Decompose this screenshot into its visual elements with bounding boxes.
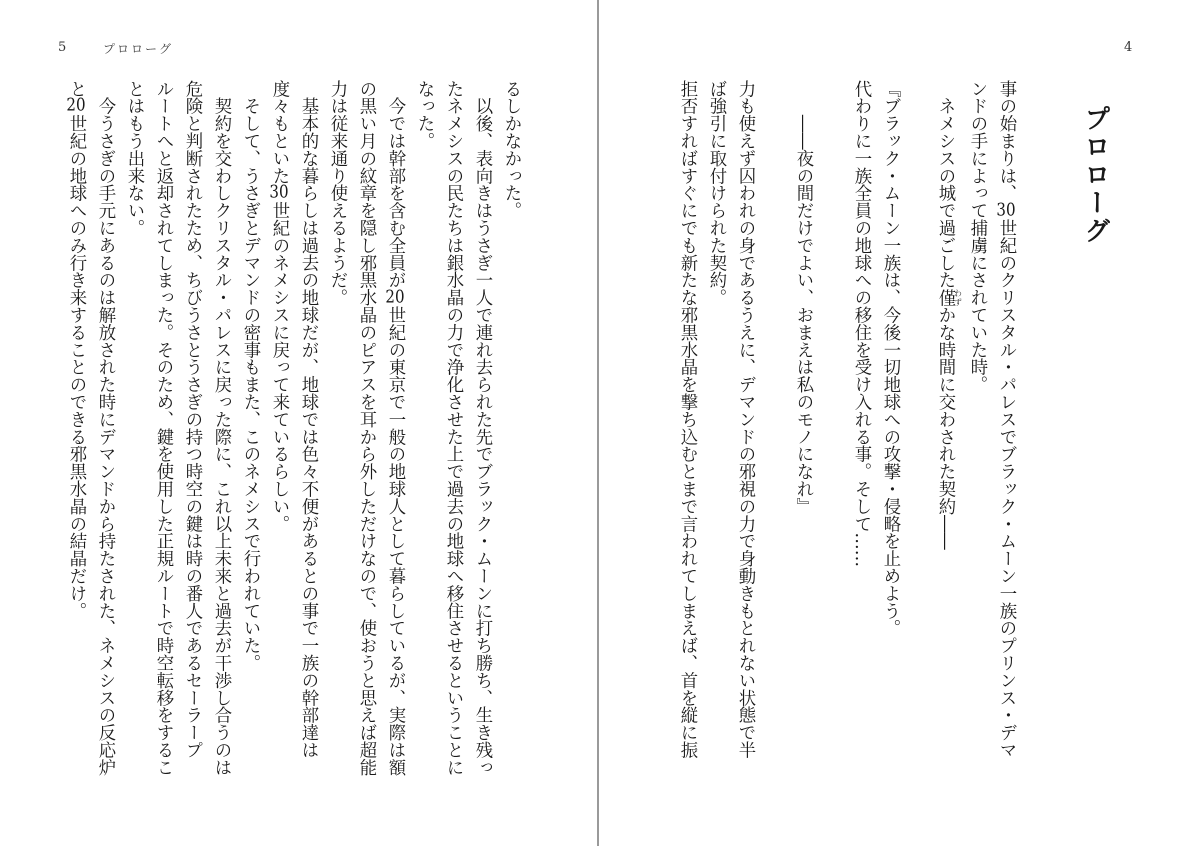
text-line-with-ruby	[933, 80, 962, 780]
text-line: 基本的な暮らしは過去の地球だが、地球では色々不便があるとの事で一族の幹部達は	[298, 80, 318, 759]
text-line: なった。	[414, 80, 434, 150]
text-line: 拒否すればすぐにでも新たな邪黒水晶を撃ち込むとまで言われてしまえば、首を縦に振	[677, 80, 697, 759]
text-line: 契約を交わしクリスタル・パレスに戻った際に、これ以上未来と過去が干渉し合うのは	[211, 80, 231, 776]
text-line: 力も使えず囚われの身であるうえに、デマンドの邪視の力で身動きもとれない状態で半	[735, 80, 755, 759]
text-segment: かな時間に交わされた契約――	[935, 306, 955, 550]
text-line: ンドの手によって捕虜にされていた時。	[967, 80, 987, 394]
text-line: 力は従来通り使えるようだ。	[327, 80, 347, 307]
text-line: 今では幹部を含む全員が20世紀の東京で一般の地球人として暮らしているが、実際は額	[385, 80, 405, 777]
text-line: ルートへと返却されてしまった。そのため、鍵を使用した正規ルートで時空転移をするこ	[153, 80, 173, 776]
blank-line	[817, 80, 846, 780]
right-page-body	[672, 80, 1020, 780]
left-page-body	[61, 80, 525, 780]
text-line: 度々もといた30世紀のネメシスに戻って来ているらしい。	[269, 80, 289, 533]
text-line: 事の始まりは、30世紀のクリスタル・パレスでブラック・ムーン一族のプリンス・デマ	[996, 80, 1016, 759]
running-header: プロローグ	[103, 42, 174, 56]
text-line: 危険と判断されたため、ちびうさとうさぎの持つ時空の鍵は時の番人であるセーラープ	[182, 80, 202, 759]
text-line: と20世紀の地球へのみ行き来することのできる邪黒水晶の結晶だけ。	[66, 80, 86, 620]
text-line: ば強引に取付けられた契約。	[706, 80, 726, 307]
text-line: とはもう出来ない。	[124, 80, 144, 237]
text-line: ――夜の間だけでよい、おまえは私のモノになれ』	[793, 80, 813, 515]
right-page-number: 4	[1124, 40, 1133, 55]
ruby-reading: わず	[953, 288, 962, 307]
text-line: 以後、表向きはうさぎ一人で連れ去られた先でブラック・ムーンに打ち勝ち、生き残っ	[472, 80, 492, 776]
text-line: そして、うさぎとデマンドの密事もまた、このネメシスで行われていた。	[240, 80, 260, 672]
text-segment: ネメシスの城で過ごした	[935, 80, 955, 289]
text-line: るしかなかった。	[501, 80, 521, 220]
blank-line	[759, 80, 788, 780]
text-line: 『ブラック・ムーン一族は、今後一切地球への攻撃・侵略を止めよう。	[880, 80, 900, 637]
left-page-number: 5	[58, 40, 67, 55]
upright-number: 20	[66, 97, 86, 115]
text-line: の黒い月の紋章を隠し邪黒水晶のピアスを耳から外しただけなので、使おうと思えば超能	[356, 80, 376, 776]
upright-number: 20	[385, 288, 405, 307]
chapter-title: プロローグ	[1080, 105, 1110, 245]
ruby-base: 僅	[935, 288, 955, 307]
upright-number: 30	[996, 201, 1016, 220]
ruby-annotation	[935, 288, 962, 307]
upright-number: 30	[269, 184, 289, 202]
blank-line	[904, 80, 933, 780]
page-gutter-divider	[597, 0, 599, 846]
text-line: たネメシスの民たちは銀水晶の力で浄化させた上で過去の地球へ移住させるということに	[443, 80, 463, 776]
text-line: 今うさぎの手元にあるのは解放された時にデマンドから持たされた、ネメシスの反応炉	[95, 80, 115, 776]
text-line: 代わりに一族全員の地球への移住を受け入れる事。そして……	[851, 80, 871, 568]
